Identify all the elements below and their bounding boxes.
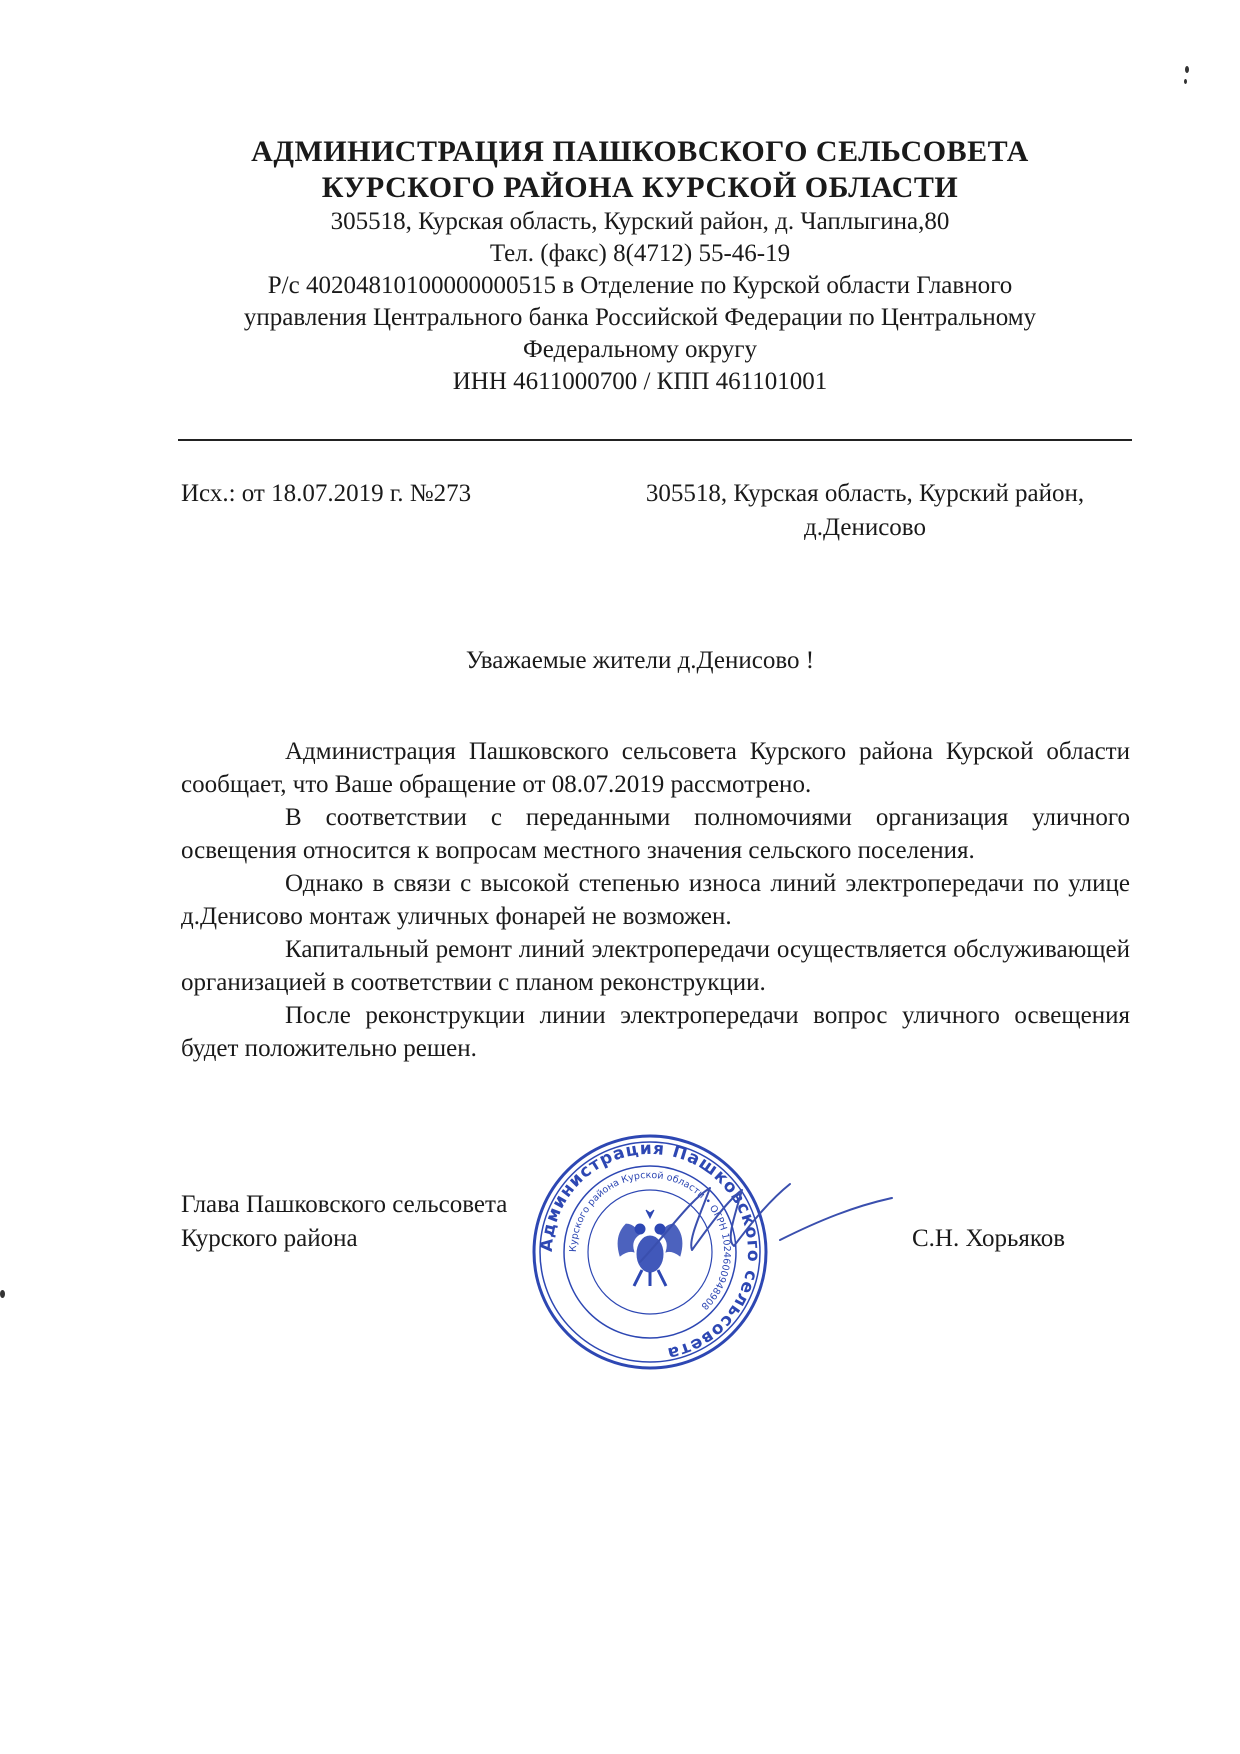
body-paragraph: После реконструкции линии электропередачи вопрос уличного освещения будет положительно решен.	[181, 1002, 1130, 1062]
org-address: 305518, Курская область, Курский район, д. Чаплыгина,80	[330, 208, 950, 235]
bank-details-line1: Р/с 40204810100000000515 в Отделение по Курской области Главного	[267, 272, 1013, 299]
stamp-inner-text: Курского района Курской области • ОГРН 1024600948908	[567, 1169, 733, 1312]
signatory-position-line2: Курского района	[181, 1225, 358, 1252]
recipient-address	[600, 477, 1130, 545]
signatory-position	[181, 1188, 507, 1256]
header-divider	[178, 439, 1132, 441]
bank-details-line3: Федеральному округу	[522, 336, 758, 363]
handwritten-signature	[630, 1170, 900, 1280]
scan-speck	[1184, 79, 1187, 84]
signatory-name: С.Н. Хорьяков	[912, 1225, 1066, 1252]
scan-speck	[0, 1290, 5, 1298]
scan-speck	[1185, 66, 1189, 73]
body-paragraph: Капитальный ремонт линий электропередачи осуществляется обслуживающей организацией в соответствии с планом реконструкции.	[181, 936, 1130, 996]
body-paragraph: В соответствии с переданными полномочиями организация уличного освещения относится к вопросам местного значения сельского поселения.	[181, 804, 1130, 864]
bank-details-line2: управления Центрального банка Российской Федерации по Центральному	[243, 304, 1037, 331]
body-paragraph: Администрация Пашковского сельсовета Курского района Курской области сообщает, что Ваше обращение от 08.07.2019 рассмотрено.	[181, 738, 1130, 798]
letter-body	[181, 735, 1130, 1065]
letterhead	[150, 134, 1130, 398]
recipient-line1: 305518, Курская область, Курский район,	[645, 480, 1085, 507]
org-name-line2: КУРСКОГО РАЙОНА КУРСКОЙ ОБЛАСТИ	[321, 171, 959, 204]
outgoing-reference: Исх.: от 18.07.2019 г. №273	[181, 480, 472, 507]
signatory-position-line1: Глава Пашковского сельсовета	[181, 1191, 508, 1218]
inn-kpp: ИНН 4611000700 / КПП 461101001	[452, 368, 828, 395]
stamp-outer-text: Администрация Пашковского сельсовета	[536, 1138, 764, 1364]
salutation: Уважаемые жители д.Денисово !	[465, 647, 815, 674]
org-phone: Тел. (факс) 8(4712) 55-46-19	[489, 240, 791, 267]
recipient-line2: д.Денисово	[804, 514, 926, 541]
org-name-line1: АДМИНИСТРАЦИЯ ПАШКОВСКОГО СЕЛЬСОВЕТА	[251, 135, 1029, 168]
body-paragraph: Однако в связи с высокой степенью износа линий электропередачи по улице д.Денисово монтаж уличных фонарей не возможен.	[181, 870, 1130, 930]
